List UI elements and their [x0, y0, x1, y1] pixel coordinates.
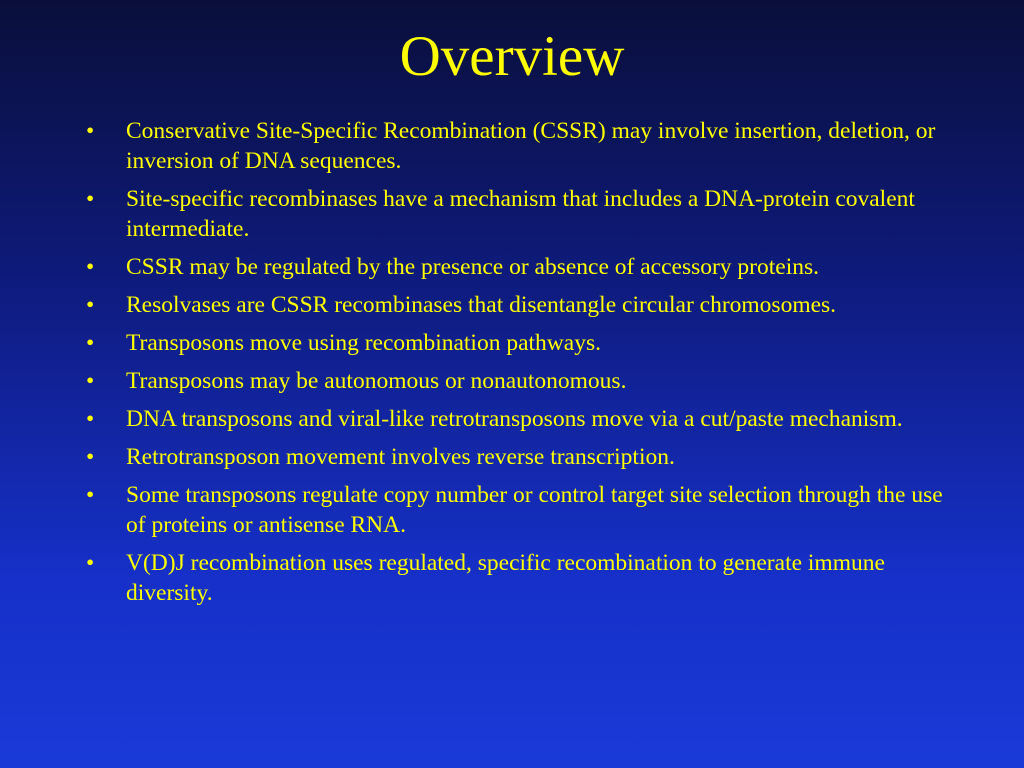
bullet-text: Transposons may be autonomous or nonautonomous.	[126, 368, 627, 394]
bullet-dot-icon: •	[86, 406, 95, 432]
bullet-dot-icon: •	[86, 444, 95, 470]
slide-title: Overview	[399, 25, 625, 88]
bullet-text: Retrotransposon movement involves reverse transcription.	[126, 444, 675, 470]
bullet-dot-icon: •	[86, 482, 95, 508]
bullet-text: Resolvases are CSSR recombinases that disentangle circular chromosomes.	[126, 292, 837, 318]
bullet-text: V(D)J recombination uses regulated, specific recombination to generate immune diversity.	[126, 550, 885, 606]
bullet-text: Transposons move using recombination pathways.	[126, 330, 601, 356]
bullet-item	[86, 404, 966, 434]
bullet-text: Site-specific recombinases have a mechanism that includes a DNA-protein covalent intermediate.	[126, 186, 915, 242]
bullet-item	[86, 366, 966, 396]
bullet-list	[86, 116, 966, 616]
bullet-dot-icon: •	[86, 292, 95, 318]
bullet-item	[86, 116, 966, 176]
bullet-text: Some transposons regulate copy number or control target site selection through the use of proteins or antisense RNA.	[126, 482, 943, 538]
bullet-text: Conservative Site-Specific Recombination (CSSR) may involve insertion, deletion, or inversion of DNA sequences.	[126, 118, 936, 174]
bullet-item	[86, 252, 966, 282]
bullet-text: CSSR may be regulated by the presence or absence of accessory proteins.	[126, 254, 820, 280]
bullet-dot-icon: •	[86, 330, 95, 356]
bullet-text: DNA transposons and viral-like retrotransposons move via a cut/paste mechanism.	[126, 406, 903, 432]
bullet-dot-icon: •	[86, 550, 95, 576]
bullet-dot-icon: •	[86, 118, 95, 144]
bullet-item	[86, 184, 966, 244]
bullet-item	[86, 328, 966, 358]
bullet-dot-icon: •	[86, 254, 95, 280]
bullet-item	[86, 480, 966, 540]
bullet-item	[86, 548, 966, 608]
bullet-dot-icon: •	[86, 368, 95, 394]
bullet-dot-icon: •	[86, 186, 95, 212]
bullet-item	[86, 442, 966, 472]
bullet-item	[86, 290, 966, 320]
